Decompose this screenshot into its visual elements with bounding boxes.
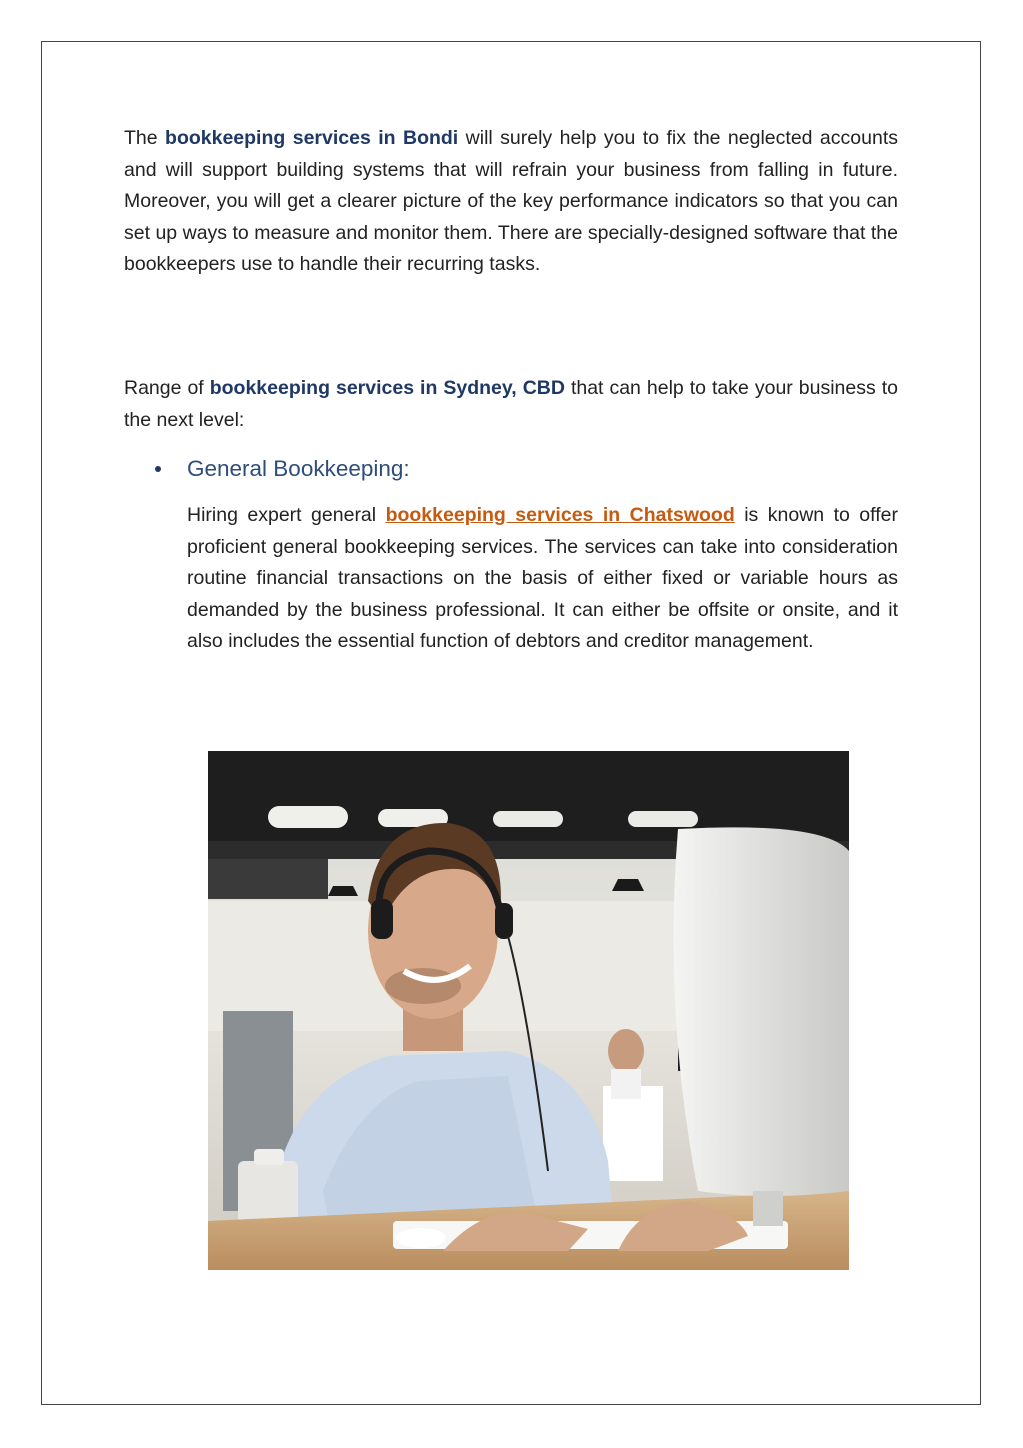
range-text-end: that can help to take your business to the next level: — [124, 377, 899, 431]
section-paragraph — [187, 500, 898, 658]
sydney-cbd-keyword: bookkeeping services in Sydney, CBD — [209, 377, 565, 399]
bondi-keyword: bookkeeping services in Bondi — [165, 127, 459, 149]
intro-text-start: The — [124, 127, 166, 149]
bullet-item — [155, 452, 410, 486]
chatswood-link[interactable]: bookkeeping services in Chatswood — [385, 504, 735, 526]
section-text-start: Hiring expert general — [187, 504, 386, 526]
range-paragraph — [124, 373, 898, 436]
intro-text-end: will surely help you to fix the neglected accounts and will support building systems that will refrain your business from falling in future. Moreover, you will get a clearer picture of the key performance indicators so that you can set up ways to measure and monitor them. There are specially-designed software that the bookkeepers use to handle their recurring tasks. — [124, 127, 898, 275]
range-text-start: Range of — [124, 377, 210, 399]
office-worker-photo — [208, 751, 849, 1270]
section-text-end: is known to offer proficient general bookkeeping services. The services can take into consideration routine financial transactions on the basis of either fixed or variable hours as demanded by the business professional. It can either be offsite or onsite, and it also includes the essential function of debtors and creditor management. — [187, 504, 898, 652]
section-heading: General Bookkeeping: — [187, 456, 410, 481]
bullet-icon — [155, 466, 161, 472]
intro-paragraph — [124, 123, 898, 281]
